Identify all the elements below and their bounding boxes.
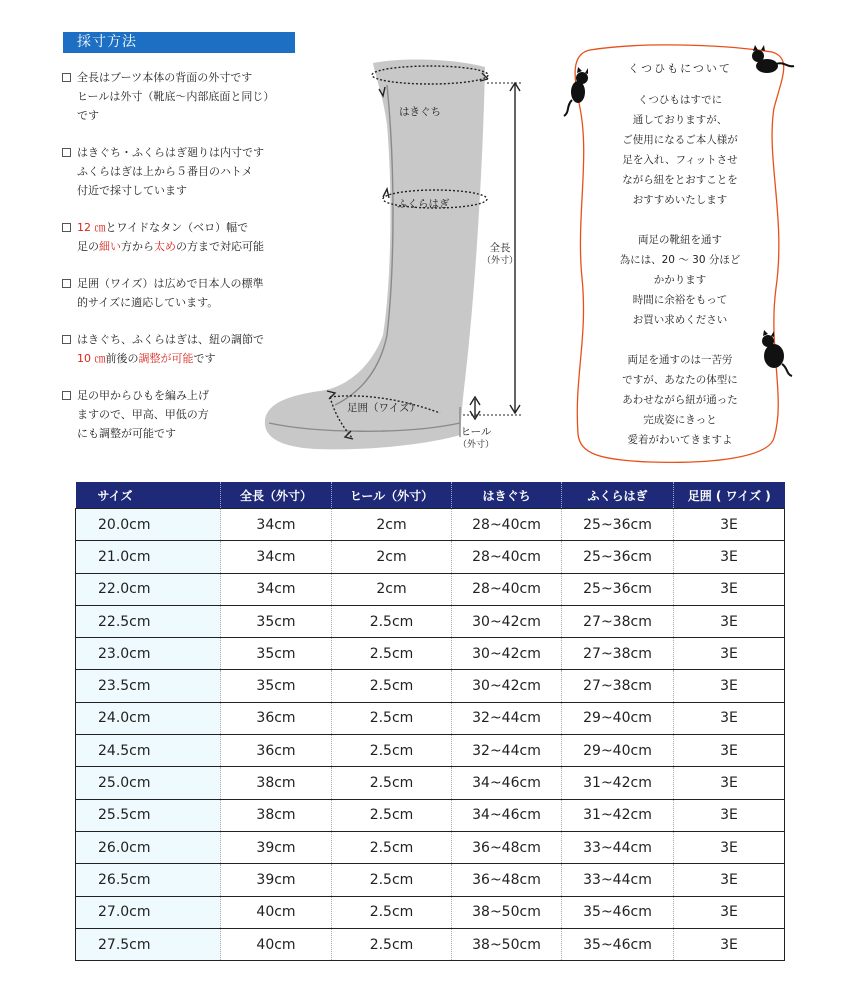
checkbox-icon: [62, 279, 71, 288]
lace-line: お買い求めください: [632, 314, 728, 326]
heel-cell: 2.5cm: [332, 638, 452, 670]
column-header-size: サイズ: [76, 482, 221, 509]
size-cell: 25.5cm: [76, 799, 221, 831]
opening-cell: 28~40cm: [452, 509, 562, 541]
length-cell: 35cm: [221, 670, 332, 702]
table-row: [76, 799, 785, 831]
size-cell: 25.0cm: [76, 767, 221, 799]
width-cell: 3E: [674, 864, 785, 896]
heel-cell: 2.5cm: [332, 896, 452, 928]
table-row: [76, 702, 785, 734]
size-cell: 26.5cm: [76, 864, 221, 896]
lace-body: [580, 90, 780, 450]
lace-line: ご使用になるご本人様が: [622, 134, 738, 146]
table-row: [76, 541, 785, 573]
calf-cell: 33~44cm: [562, 831, 674, 863]
lace-line: 足を入れ、フィットさせ: [622, 154, 738, 166]
width-cell: 3E: [674, 767, 785, 799]
opening-cell: 32~44cm: [452, 735, 562, 767]
column-header-width: 足囲 ( ワイズ ): [674, 482, 785, 509]
checkbox-icon: [62, 148, 71, 157]
note-text: 足の: [77, 240, 99, 253]
width-cell: 3E: [674, 928, 785, 960]
lace-line: 時間に余裕をもって: [632, 294, 728, 306]
opening-label: はきぐち: [399, 106, 441, 118]
width-cell: 3E: [674, 573, 785, 605]
table-row: [76, 896, 785, 928]
opening-cell: 34~46cm: [452, 767, 562, 799]
lace-line: 愛着がわいてきますよ: [627, 434, 733, 446]
note-line: 足の甲からひもを編み上げ: [77, 389, 209, 402]
length-cell: 34cm: [221, 509, 332, 541]
highlight-text: 太め: [154, 240, 176, 253]
lace-line: 両足を通すのは一苦労: [627, 354, 733, 366]
table-row: [76, 928, 785, 960]
heel-cell: 2.5cm: [332, 928, 452, 960]
size-cell: 24.5cm: [76, 735, 221, 767]
calf-cell: 29~40cm: [562, 702, 674, 734]
calf-label: ふくらはぎ: [397, 198, 450, 210]
length-cell: 35cm: [221, 638, 332, 670]
opening-cell: 34~46cm: [452, 799, 562, 831]
calf-cell: 25~36cm: [562, 509, 674, 541]
size-cell: 20.0cm: [76, 509, 221, 541]
calf-cell: 25~36cm: [562, 573, 674, 605]
table-row: [76, 638, 785, 670]
width-cell: 3E: [674, 831, 785, 863]
calf-cell: 31~42cm: [562, 799, 674, 831]
length-cell: 36cm: [221, 702, 332, 734]
size-cell: 26.0cm: [76, 831, 221, 863]
calf-cell: 35~46cm: [562, 896, 674, 928]
opening-cell: 28~40cm: [452, 541, 562, 573]
note-line: ますので、甲高、甲低の方: [77, 408, 209, 421]
calf-cell: 31~42cm: [562, 767, 674, 799]
length-cell: 38cm: [221, 799, 332, 831]
calf-cell: 27~38cm: [562, 670, 674, 702]
note-line: ヒールは外寸（靴底〜内部底面と同じ）: [77, 90, 275, 103]
width-cell: 3E: [674, 638, 785, 670]
table-row: [76, 864, 785, 896]
lace-line: かかります: [653, 274, 707, 286]
size-cell: 27.5cm: [76, 928, 221, 960]
size-cell: 27.0cm: [76, 896, 221, 928]
length-cell: 40cm: [221, 896, 332, 928]
note-line: 全長はブーツ本体の背面の外寸です: [77, 71, 253, 84]
opening-cell: 36~48cm: [452, 831, 562, 863]
note-line: にも調整が可能です: [77, 427, 176, 440]
highlight-text: 12 ㎝: [77, 221, 106, 234]
table-row: [76, 573, 785, 605]
width-cell: 3E: [674, 670, 785, 702]
table-row: [76, 605, 785, 637]
table-header-row: [76, 482, 785, 509]
note-line: はきぐち・ふくらはぎ廻りは内寸です: [77, 146, 264, 159]
note-line: はきぐち、ふくらはぎは、紐の調節で: [77, 333, 264, 346]
checkbox-icon: [62, 73, 71, 82]
table-body: [76, 509, 785, 961]
heel-cell: 2.5cm: [332, 831, 452, 863]
column-header-heel: ヒール（外寸）: [332, 482, 452, 509]
calf-cell: 25~36cm: [562, 541, 674, 573]
lace-line: ながら紐をとおすことを: [622, 174, 738, 186]
heel-cell: 2.5cm: [332, 735, 452, 767]
note-line: 足囲（ワイズ）は広めで日本人の標準: [77, 277, 264, 290]
heel-cell: 2cm: [332, 573, 452, 605]
table-row: [76, 831, 785, 863]
calf-cell: 33~44cm: [562, 864, 674, 896]
lace-line: 為には、20 〜 30 分ほど: [619, 254, 741, 266]
lace-line: 完成姿にきっと: [643, 414, 717, 426]
column-header-opening: はきぐち: [452, 482, 562, 509]
heel-cell: 2.5cm: [332, 864, 452, 896]
table-row: [76, 509, 785, 541]
heel-label: ヒール: [460, 426, 492, 438]
length-cell: 34cm: [221, 541, 332, 573]
width-cell: 3E: [674, 702, 785, 734]
note-text: とワイドなタン（ベロ）幅で: [105, 221, 249, 234]
calf-cell: 27~38cm: [562, 638, 674, 670]
calf-cell: 29~40cm: [562, 735, 674, 767]
size-table: [75, 482, 785, 961]
length-cell: 35cm: [221, 605, 332, 637]
checkbox-icon: [62, 391, 71, 400]
heel-note: （外寸）: [457, 440, 494, 450]
heel-cell: 2.5cm: [332, 702, 452, 734]
width-cell: 3E: [674, 735, 785, 767]
heel-cell: 2cm: [332, 509, 452, 541]
lace-line: あわせながら紐が通った: [622, 394, 738, 406]
opening-cell: 36~48cm: [452, 864, 562, 896]
table-row: [76, 767, 785, 799]
table-row: [76, 735, 785, 767]
length-cell: 40cm: [221, 928, 332, 960]
length-note: （外寸）: [481, 256, 518, 266]
length-label-group: [480, 242, 520, 268]
note-line: 的サイズに適応しています。: [77, 296, 219, 309]
heel-cell: 2.5cm: [332, 605, 452, 637]
size-cell: 22.0cm: [76, 573, 221, 605]
opening-cell: 32~44cm: [452, 702, 562, 734]
table-row: [76, 670, 785, 702]
size-cell: 23.0cm: [76, 638, 221, 670]
heel-label-group: [455, 426, 497, 452]
opening-cell: 30~42cm: [452, 670, 562, 702]
section-title: 採寸方法: [63, 32, 295, 53]
heel-cell: 2.5cm: [332, 767, 452, 799]
checkbox-icon: [62, 223, 71, 232]
note-line: です: [77, 109, 99, 122]
width-cell: 3E: [674, 605, 785, 637]
lace-spacer: [580, 330, 780, 350]
lace-note: [560, 38, 800, 468]
size-cell: 21.0cm: [76, 541, 221, 573]
highlight-text: 調整が可能: [138, 352, 194, 365]
calf-cell: 27~38cm: [562, 605, 674, 637]
length-label: 全長: [489, 242, 511, 254]
lace-line: 両足の靴紐を通す: [638, 234, 722, 246]
highlight-text: 細い: [99, 240, 121, 253]
opening-cell: 30~42cm: [452, 605, 562, 637]
length-cell: 36cm: [221, 735, 332, 767]
width-cell: 3E: [674, 541, 785, 573]
highlight-text: 10 ㎝: [77, 352, 106, 365]
lace-spacer: [580, 210, 780, 230]
length-cell: 39cm: [221, 864, 332, 896]
length-cell: 39cm: [221, 831, 332, 863]
heel-cell: 2.5cm: [332, 799, 452, 831]
lace-line: 通しておりますが、: [632, 114, 728, 126]
length-cell: 38cm: [221, 767, 332, 799]
lace-line: ですが、あなたの体型に: [622, 374, 738, 386]
note-line: ふくらはぎは上から５番目のハトメ: [77, 165, 253, 178]
calf-cell: 35~46cm: [562, 928, 674, 960]
boot-silhouette: [265, 60, 485, 450]
note-text: 方から: [121, 240, 154, 253]
checkbox-icon: [62, 335, 71, 344]
note-text: です: [193, 352, 216, 365]
size-cell: 22.5cm: [76, 605, 221, 637]
heel-cell: 2.5cm: [332, 670, 452, 702]
boot-diagram: [255, 45, 555, 460]
width-cell: 3E: [674, 509, 785, 541]
opening-cell: 38~50cm: [452, 928, 562, 960]
lace-line: くつひもはすでに: [637, 94, 723, 106]
width-cell: 3E: [674, 799, 785, 831]
note-text: の方まで対応可能: [176, 240, 264, 253]
opening-cell: 28~40cm: [452, 573, 562, 605]
column-header-length: 全長（外寸）: [221, 482, 332, 509]
column-header-calf: ふくらはぎ: [562, 482, 674, 509]
heel-cell: 2cm: [332, 541, 452, 573]
width-cell: 3E: [674, 896, 785, 928]
opening-cell: 38~50cm: [452, 896, 562, 928]
width-label: 足囲（ワイズ）: [347, 402, 421, 414]
opening-cell: 30~42cm: [452, 638, 562, 670]
lace-line: おすすめいたします: [632, 194, 728, 206]
size-cell: 23.5cm: [76, 670, 221, 702]
lace-title: くつひもについて: [628, 62, 732, 75]
note-text: 前後の: [105, 352, 139, 365]
size-cell: 24.0cm: [76, 702, 221, 734]
note-line: 付近で採寸しています: [77, 184, 187, 197]
length-cell: 34cm: [221, 573, 332, 605]
